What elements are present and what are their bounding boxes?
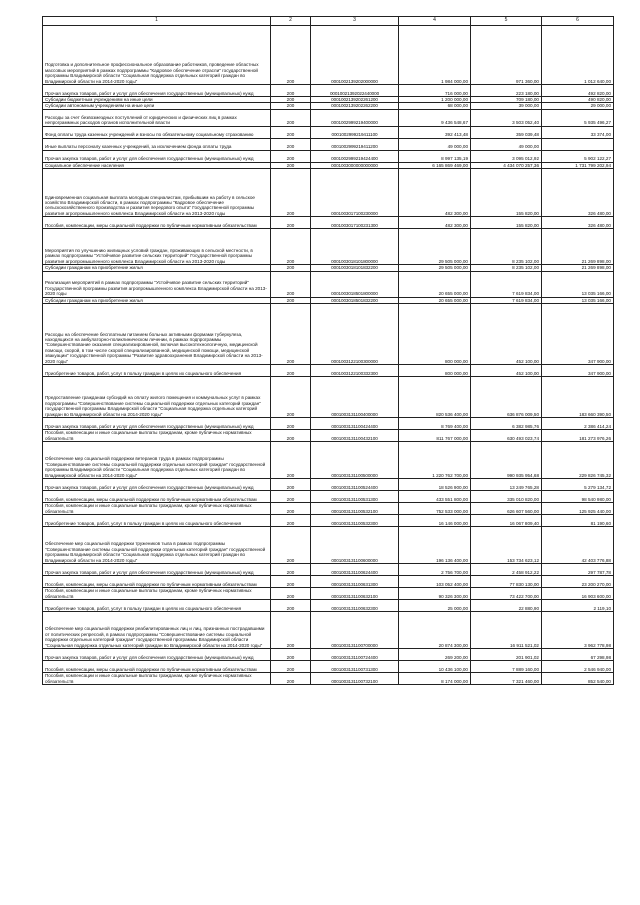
row-unexecuted-amount: 21 269 898,00 — [542, 229, 614, 265]
row-unexecuted-amount: 181 273 976,26 — [542, 430, 614, 442]
row-line-code: 200 — [271, 365, 311, 377]
row-line-code: 200 — [271, 265, 311, 271]
row-executed-amount: 8 235 102,00 — [471, 229, 542, 265]
row-name: Пособия, компенсации и иные социальные выплаты гражданам, кроме публичных нормативных обязательств — [43, 503, 271, 515]
row-line-code: 200 — [271, 150, 311, 162]
table-row — [43, 85, 614, 97]
row-budget-code: 0001003131100624400 — [311, 564, 399, 576]
row-executed-amount: 335 010 820,00 — [471, 491, 542, 503]
row-budget-code: 0001003018501832200 — [311, 297, 399, 303]
row-budget-code: 0001003131100532300 — [311, 515, 399, 527]
row-executed-amount: 201 901,02 — [471, 649, 542, 661]
table-row — [43, 365, 614, 377]
row-executed-amount: 990 935 954,68 — [471, 442, 542, 479]
row-name: Приобретение товаров, работ, услуг в пользу граждан в целях их социального обеспечения — [43, 365, 271, 377]
row-name: Субсидии бюджетным учреждениям на иные цели — [43, 97, 271, 103]
row-approved-amount: 9 436 548,67 — [399, 109, 471, 126]
row-budget-code: 0001003131100732100 — [311, 673, 399, 685]
header-col-5: 5 — [471, 17, 542, 26]
row-unexecuted-amount: 33 374,00 — [542, 126, 614, 138]
table-row — [43, 600, 614, 612]
row-line-code: 200 — [271, 649, 311, 661]
row-line-code: 200 — [271, 229, 311, 265]
row-name: Расходы за счет безвозмездных поступлений от юридических и физических лиц в рамках непрограммных расходов органов исполнительной власти — [43, 109, 271, 126]
row-executed-amount: 7 321 460,00 — [471, 673, 542, 685]
header-col-3: 3 — [311, 17, 399, 26]
row-executed-amount: 626 607 560,00 — [471, 503, 542, 515]
row-approved-amount: 103 052 400,00 — [399, 576, 471, 588]
table-row — [43, 673, 614, 685]
row-budget-code: 0001003018101832200 — [311, 265, 399, 271]
table-row — [43, 503, 614, 515]
table-row — [43, 430, 614, 442]
row-budget-code: 0001003017100230000 — [311, 169, 399, 217]
row-budget-code: 0001003131100731300 — [311, 661, 399, 673]
row-unexecuted-amount: 297 787,78 — [542, 564, 614, 576]
row-unexecuted-amount: 21 269 898,00 — [542, 265, 614, 271]
row-executed-amount: 3 095 012,92 — [471, 150, 542, 162]
row-line-code: 200 — [271, 103, 311, 109]
row-budget-code: 0001003131100724400 — [311, 649, 399, 661]
row-unexecuted-amount: 5 279 134,72 — [542, 479, 614, 491]
header-col-2: 2 — [271, 17, 311, 26]
row-line-code: 200 — [271, 430, 311, 442]
row-approved-amount: 8 997 135,19 — [399, 150, 471, 162]
row-executed-amount: 630 493 023,74 — [471, 430, 542, 442]
row-budget-code: 0001003018501800000 — [311, 271, 399, 297]
row-budget-code: 00010021392022440000 — [311, 85, 399, 97]
row-approved-amount: 16 146 000,00 — [399, 515, 471, 527]
row-budget-code: 0001002999219411100 — [311, 126, 399, 138]
table-row — [43, 150, 614, 162]
row-name: Фонд оплаты труда казенных учреждений и взносы по обязательному социальному страхованию — [43, 126, 271, 138]
row-approved-amount: 25 000,00 — [399, 600, 471, 612]
table-row — [43, 109, 614, 126]
row-line-code: 200 — [271, 576, 311, 588]
header-col-1: 1 — [43, 17, 271, 26]
row-approved-amount: 68 000,00 — [399, 103, 471, 109]
row-unexecuted-amount: 2 546 940,00 — [542, 661, 614, 673]
row-line-code: 200 — [271, 97, 311, 103]
row-executed-amount: 155 820,00 — [471, 217, 542, 229]
row-approved-amount: 18 526 900,00 — [399, 479, 471, 491]
table-row — [43, 229, 614, 265]
row-approved-amount: 482 300,00 — [399, 217, 471, 229]
table-row — [43, 576, 614, 588]
row-approved-amount: 269 200,00 — [399, 649, 471, 661]
row-line-code: 200 — [271, 377, 311, 418]
budget-report-table — [42, 16, 614, 685]
table-row — [43, 169, 614, 217]
row-name: Пособия, компенсации, меры социальной поддержки по публичным нормативным обязательствам — [43, 217, 271, 229]
row-name: Пособия, компенсации, меры социальной поддержки по публичным нормативным обязательствам — [43, 661, 271, 673]
row-name: Приобретение товаров, работ, услуг в пользу граждан в целях их социального обеспечения — [43, 515, 271, 527]
table-row — [43, 527, 614, 564]
row-approved-amount: 8 174 000,00 — [399, 673, 471, 685]
row-executed-amount: 452 100,00 — [471, 365, 542, 377]
row-executed-amount: 13 249 765,28 — [471, 479, 542, 491]
row-unexecuted-amount: 326 480,00 — [542, 169, 614, 217]
table-row — [43, 442, 614, 479]
row-name: Единовременная социальная выплата молодым специалистам, прибывшим на работу в сельское хозяйство Владимирской области, в рамках подпрограммы "Кадровое обеспечение сельскохозяйственного производства и развития передового опыта" Государственной программы развития агропромышленного комплекса Владимирской области на 2013-2020 годы — [43, 169, 271, 217]
row-approved-amount: 196 136 400,00 — [399, 527, 471, 564]
table-row — [43, 588, 614, 600]
row-executed-amount: 2 458 912,22 — [471, 564, 542, 576]
row-budget-code: 0001002999219400000 — [311, 109, 399, 126]
row-name: Прочая закупка товаров, работ и услуг для обеспечения государственных (муниципальных) нужд — [43, 649, 271, 661]
row-executed-amount: 49 000,00 — [471, 138, 542, 150]
row-budget-code: 0001003131100631300 — [311, 576, 399, 588]
row-unexecuted-amount: 2 119,10 — [542, 600, 614, 612]
row-approved-amount: 10 436 100,00 — [399, 661, 471, 673]
row-line-code: 200 — [271, 503, 311, 515]
table-row — [43, 479, 614, 491]
row-executed-amount: 6 382 985,76 — [471, 418, 542, 430]
row-approved-amount: 8 769 400,00 — [399, 418, 471, 430]
row-executed-amount: 155 820,00 — [471, 169, 542, 217]
row-approved-amount: 49 000,00 — [399, 138, 471, 150]
row-name: Реализация мероприятий в рамках подпрограммы "Устойчивое развитие сельских территорий" Государственной программы развития агропромышленного комплекса Владимирской области на 2013-2020 годы — [43, 271, 271, 297]
row-unexecuted-amount: 5 902 122,27 — [542, 150, 614, 162]
row-name: Пособия, компенсации, меры социальной поддержки по публичным нормативным обязательствам — [43, 576, 271, 588]
row-line-code: 200 — [271, 297, 311, 303]
row-line-code: 200 — [271, 588, 311, 600]
row-executed-amount: 636 876 009,50 — [471, 377, 542, 418]
row-unexecuted-amount: 5 935 496,27 — [542, 109, 614, 126]
table-row — [43, 491, 614, 503]
row-approved-amount: 29 505 000,00 — [399, 229, 471, 265]
row-unexecuted-amount: 183 660 390,50 — [542, 377, 614, 418]
row-unexecuted-amount: 347 900,00 — [542, 304, 614, 365]
row-approved-amount: 90 326 300,00 — [399, 588, 471, 600]
table-row — [43, 126, 614, 138]
row-approved-amount: 20 874 300,00 — [399, 612, 471, 649]
row-unexecuted-amount: 3 962 778,98 — [542, 612, 614, 649]
table-row — [43, 515, 614, 527]
table-row — [43, 271, 614, 297]
row-approved-amount: 482 300,00 — [399, 169, 471, 217]
row-unexecuted-amount: 67 298,98 — [542, 649, 614, 661]
row-budget-code: 0001003131100600000 — [311, 527, 399, 564]
row-name: Приобретение товаров, работ, услуг в пользу граждан в целях их социального обеспечения — [43, 600, 271, 612]
row-budget-code: 0001003131100532100 — [311, 503, 399, 515]
row-line-code: 200 — [271, 479, 311, 491]
row-executed-amount: 4 434 070 257,36 — [471, 162, 542, 168]
row-executed-amount: 153 734 623,12 — [471, 527, 542, 564]
row-line-code: 200 — [271, 527, 311, 564]
row-budget-code: 0001002139202261200 — [311, 97, 399, 103]
row-unexecuted-amount: 42 403 776,88 — [542, 527, 614, 564]
row-name: Прочая закупка товаров, работ и услуг для обеспечения государственных (муниципальных) нужд — [43, 150, 271, 162]
row-approved-amount: 6 165 869 469,00 — [399, 162, 471, 168]
row-line-code: 200 — [271, 442, 311, 479]
row-line-code: 200 — [271, 126, 311, 138]
row-name: Мероприятия по улучшению жилищных условий граждан, проживающих в сельской местности, в рамках подпрограммы "Устойчивое развитие сельских территорий" Государственной программы развития агропромышленного комплекса Владимирской области на 2013-2020 годы — [43, 229, 271, 265]
row-name: Подготовка и дополнительное профессиональное образование работников, проведение областных массовых мероприятий в рамках подпрограммы "Кадровое обеспечение отрасли" государственной программы Владимирской области "Социальная поддержка отдельных категорий граждан во Владимирской области на 2014-2020 годы" — [43, 26, 271, 85]
row-line-code: 200 — [271, 304, 311, 365]
row-line-code: 200 — [271, 85, 311, 97]
row-executed-amount: 8 235 102,00 — [471, 265, 542, 271]
row-approved-amount: 20 655 000,00 — [399, 297, 471, 303]
row-budget-code: 0001003017100231300 — [311, 217, 399, 229]
row-budget-code: 0001003131100632300 — [311, 600, 399, 612]
row-name: Прочая закупка товаров, работ и услуг для обеспечения государственных (муниципальных) нужд — [43, 85, 271, 97]
row-line-code: 200 — [271, 673, 311, 685]
header-col-6: 6 — [542, 17, 614, 26]
row-approved-amount: 1 984 000,00 — [399, 26, 471, 85]
row-name: Предоставление гражданам субсидий на оплату жилого помещения и коммунальных услуг в рамках подпрограммы "Совершенствование системы социальной поддержки отдельных категорий граждан" государственной программы Владимирской области "Социальная поддержка отдельных категорий граждан во Владимирской области на 2014-2020 годы" — [43, 377, 271, 418]
row-approved-amount: 820 536 400,00 — [399, 377, 471, 418]
row-budget-code: 0001003122100332300 — [311, 365, 399, 377]
row-unexecuted-amount: 347 900,00 — [542, 365, 614, 377]
row-approved-amount: 811 767 000,00 — [399, 430, 471, 442]
table-row — [43, 418, 614, 430]
row-unexecuted-amount: 23 200 270,00 — [542, 576, 614, 588]
row-line-code: 200 — [271, 418, 311, 430]
row-line-code: 200 — [271, 661, 311, 673]
row-unexecuted-amount: 326 480,00 — [542, 217, 614, 229]
row-unexecuted-amount: 492 820,00 — [542, 85, 614, 97]
row-name: Прочая закупка товаров, работ и услуг для обеспечения государственных (муниципальных) нужд — [43, 479, 271, 491]
row-unexecuted-amount: 98 540 980,00 — [542, 491, 614, 503]
row-line-code: 200 — [271, 138, 311, 150]
row-line-code: 200 — [271, 612, 311, 649]
row-budget-code: 0001002139202262200 — [311, 103, 399, 109]
row-line-code: 200 — [271, 271, 311, 297]
row-unexecuted-amount: 13 035 166,00 — [542, 271, 614, 297]
table-row — [43, 377, 614, 418]
row-budget-code: 0001003131100700000 — [311, 612, 399, 649]
row-line-code: 200 — [271, 491, 311, 503]
row-budget-code: 0001003131100424400 — [311, 418, 399, 430]
table-row — [43, 649, 614, 661]
row-line-code: 200 — [271, 26, 311, 85]
row-line-code: 200 — [271, 564, 311, 576]
row-approved-amount: 800 000,00 — [399, 304, 471, 365]
row-budget-code: 0001002999219424400 — [311, 150, 399, 162]
row-executed-amount: 73 422 700,00 — [471, 588, 542, 600]
row-unexecuted-amount: 16 903 600,00 — [542, 588, 614, 600]
row-line-code: 200 — [271, 162, 311, 168]
row-name: Расходы на обеспечение бесплатным питанием больных активными формами туберкулеза, находящихся на амбулаторно-поликлиническом лечении, в рамках подпрограммы "Совершенствование оказания специализированной, включая высокотехнологичную, медицинской помощи, скорой, в том числе скорой специализированной, медицинской помощи, медицинской эвакуации" государственной программы "Развитие здравоохранения Владимирской области на 2013-2020 годы" — [43, 304, 271, 365]
row-approved-amount: 2 756 700,00 — [399, 564, 471, 576]
table-row — [43, 612, 614, 649]
row-approved-amount: 752 533 000,00 — [399, 503, 471, 515]
row-budget-code: 0001002139202000000 — [311, 26, 399, 85]
row-executed-amount: 7 889 160,00 — [471, 661, 542, 673]
table-row — [43, 304, 614, 365]
row-executed-amount: 7 619 834,00 — [471, 271, 542, 297]
row-name: Обеспечение мер социальной поддержки реабилитированных лиц и лиц, признанных пострадавшими от политических репрессий, в рамках подпрограммы "Совершенствование системы социальной поддержки отдельных категорий граждан" государственной программы Владимирской области "Социальная поддержка отдельных категорий граждан во Владимирской области на 2014-2020 годы" — [43, 612, 271, 649]
row-approved-amount: 800 000,00 — [399, 365, 471, 377]
row-executed-amount: 7 619 834,00 — [471, 297, 542, 303]
row-name: Пособия, компенсации и иные социальные выплаты гражданам, кроме публичных нормативных обязательств — [43, 430, 271, 442]
column-number-header — [43, 17, 614, 26]
row-name: Обеспечение мер социальной поддержки ветеранов труда в рамках подпрограммы "Совершенствование системы социальной поддержки отдельных категорий граждан" государственной программы Владимирской области "Социальная поддержка отдельных категорий граждан во Владимирской области на 2014-2020 годы" — [43, 442, 271, 479]
table-row — [43, 26, 614, 85]
row-line-code: 200 — [271, 169, 311, 217]
row-name: Прочая закупка товаров, работ и услуг для обеспечения государственных (муниципальных) нужд — [43, 564, 271, 576]
row-name: Иные выплаты персоналу казенных учреждений, за исключением фонда оплаты труда — [43, 138, 271, 150]
row-executed-amount: 16 911 521,02 — [471, 612, 542, 649]
row-executed-amount: 709 180,00 — [471, 97, 542, 103]
row-unexecuted-amount: 2 386 414,24 — [542, 418, 614, 430]
row-unexecuted-amount: 1 731 799 202,94 — [542, 162, 614, 168]
row-name: Обеспечение мер социальной поддержки тружеников тыла в рамках подпрограммы "Совершенствование системы социальной поддержки отдельных категорий граждан" государственной программы Владимирской области "Социальная поддержка отдельных категорий граждан во Владимирской области на 2014-2020 годы" — [43, 527, 271, 564]
row-budget-code: 0001003018101800000 — [311, 229, 399, 265]
row-unexecuted-amount: 852 540,00 — [542, 673, 614, 685]
row-budget-code: 0001003131100400000 — [311, 377, 399, 418]
row-unexecuted-amount: 81 190,60 — [542, 515, 614, 527]
row-unexecuted-amount: 29 000,00 — [542, 103, 614, 109]
row-line-code: 200 — [271, 600, 311, 612]
row-budget-code: 0001003131100632100 — [311, 588, 399, 600]
row-name: Субсидии гражданам на приобретение жилья — [43, 265, 271, 271]
row-executed-amount: 359 039,48 — [471, 126, 542, 138]
row-executed-amount: 77 830 130,00 — [471, 576, 542, 588]
row-unexecuted-amount: 490 820,00 — [542, 97, 614, 103]
row-approved-amount: 392 413,48 — [399, 126, 471, 138]
row-budget-code: 0001002999219411200 — [311, 138, 399, 150]
row-budget-code: 0001003122100300000 — [311, 304, 399, 365]
table-row — [43, 564, 614, 576]
row-approved-amount: 716 000,00 — [399, 85, 471, 97]
row-executed-amount: 22 880,90 — [471, 600, 542, 612]
row-executed-amount: 971 360,00 — [471, 26, 542, 85]
table-row — [43, 138, 614, 150]
row-budget-code: 0001003131100531300 — [311, 491, 399, 503]
row-executed-amount: 3 503 052,40 — [471, 109, 542, 126]
row-name: Пособия, компенсации и иные социальные выплаты гражданам, кроме публичных нормативных обязательств — [43, 588, 271, 600]
row-approved-amount: 1 200 000,00 — [399, 97, 471, 103]
row-line-code: 200 — [271, 515, 311, 527]
row-approved-amount: 1 220 762 700,00 — [399, 442, 471, 479]
row-unexecuted-amount: 1 012 640,00 — [542, 26, 614, 85]
row-approved-amount: 20 655 000,00 — [399, 271, 471, 297]
row-unexecuted-amount: 13 035 166,00 — [542, 297, 614, 303]
row-name: Пособия, компенсации и иные социальные выплаты гражданам, кроме публичных нормативных обязательств — [43, 673, 271, 685]
row-name: Социальное обеспечение населения — [43, 162, 271, 168]
row-name: Субсидии гражданам на приобретение жилья — [43, 297, 271, 303]
row-name: Субсидии автономным учреждениям на иные цели — [43, 103, 271, 109]
row-budget-code: 0001003131100500000 — [311, 442, 399, 479]
row-budget-code: 0001003131100524400 — [311, 479, 399, 491]
row-name: Пособия, компенсации, меры социальной поддержки по публичным нормативным обязательствам — [43, 491, 271, 503]
row-unexecuted-amount: 229 826 745,32 — [542, 442, 614, 479]
row-executed-amount: 452 100,00 — [471, 304, 542, 365]
row-line-code: 200 — [271, 217, 311, 229]
row-line-code: 200 — [271, 109, 311, 126]
row-executed-amount: 39 000,00 — [471, 103, 542, 109]
row-unexecuted-amount: 125 925 440,00 — [542, 503, 614, 515]
row-approved-amount: 29 505 000,00 — [399, 265, 471, 271]
table-row — [43, 661, 614, 673]
row-approved-amount: 433 551 800,00 — [399, 491, 471, 503]
row-unexecuted-amount — [542, 138, 614, 150]
row-budget-code: 0001003131100432100 — [311, 430, 399, 442]
row-name: Прочая закупка товаров, работ и услуг для обеспечения государственных (муниципальных) нужд — [43, 418, 271, 430]
row-budget-code: 0001003000000000000 — [311, 162, 399, 168]
header-col-4: 4 — [399, 17, 471, 26]
table-row — [43, 217, 614, 229]
row-executed-amount: 223 180,00 — [471, 85, 542, 97]
row-executed-amount: 16 067 809,40 — [471, 515, 542, 527]
